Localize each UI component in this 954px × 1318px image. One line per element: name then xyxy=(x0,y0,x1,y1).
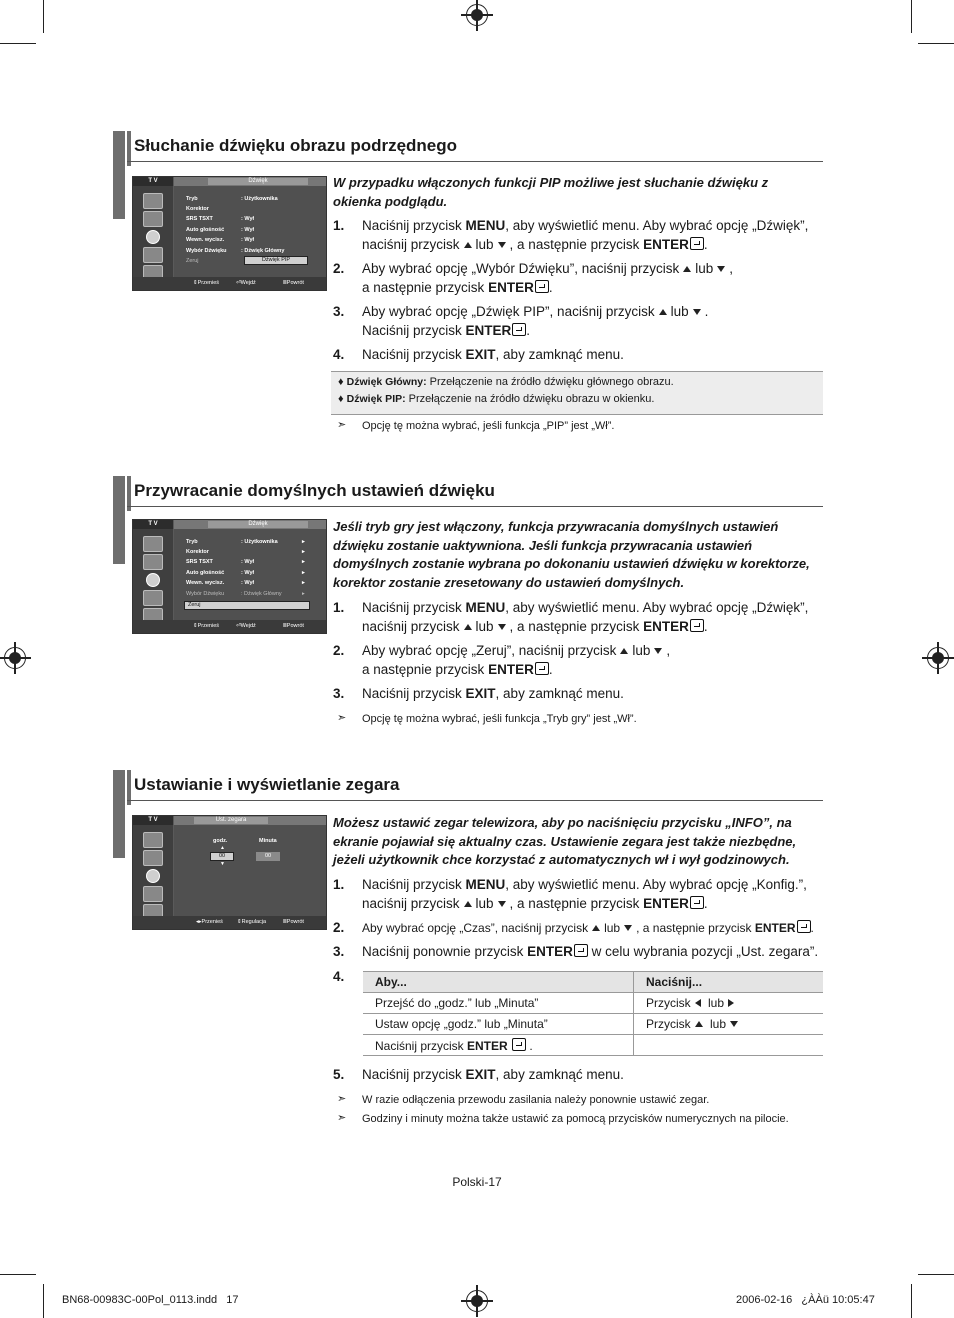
note-text: Opcję tę można wybrać, jeśli funkcja „PIP” jest „Wł”. xyxy=(362,420,615,432)
down-arrow-icon xyxy=(498,901,506,907)
up-arrow-icon xyxy=(695,1021,703,1027)
hour-field: 00 xyxy=(210,852,234,861)
picture-icon xyxy=(143,850,163,866)
tv-menu-icon xyxy=(143,832,163,848)
channel-icon xyxy=(143,590,163,606)
step-text: Aby wybrać opcję „Zeruj”, naciśnij przycisk lub , a następnie przycisk ENTER . xyxy=(362,643,671,677)
minute-field: 00 xyxy=(256,852,280,861)
left-arrow-icon xyxy=(695,999,701,1007)
tv-menu-header: Ust. zegara xyxy=(194,817,268,824)
registration-mark-icon xyxy=(466,1290,488,1312)
step-text: Naciśnij przycisk EXIT, aby zamknąć menu. xyxy=(362,1067,624,1082)
down-arrow-icon xyxy=(717,266,725,272)
note-text: Godziny i minuty można także ustawić za pomocą przycisków numerycznych na pilocie. xyxy=(362,1113,789,1125)
sound-icon xyxy=(146,573,160,587)
down-arrow-icon xyxy=(624,925,632,931)
date-slug: 2006-02-16 ¿ÀÀü 10:05:47 xyxy=(736,1294,875,1306)
section-title: Słuchanie dźwięku obrazu podrzędnego xyxy=(134,136,458,155)
down-arrow-icon xyxy=(730,1021,738,1027)
note-text: W razie odłączenia przewodu zasilania należy ponownie ustawić zegar. xyxy=(362,1094,710,1106)
registration-mark-icon xyxy=(927,647,949,669)
step-text: Naciśnij przycisk MENU, aby wyświetlić menu. Aby wybrać opcję „Dźwięk”, naciśnij przycisk lub , a następnie przycisk ENTER . xyxy=(362,600,809,634)
step-text: Naciśnij przycisk MENU, aby wyświetlić menu. Aby wybrać opcję „Konfig.”, naciśnij przycisk lub , a następnie przycisk ENTER . xyxy=(362,877,807,911)
step-text: Naciśnij przycisk EXIT, aby zamknąć menu. xyxy=(362,347,624,362)
note-text: Opcję tę można wybrać, jeśli funkcja „Tryb gry” jest „Wł”. xyxy=(362,713,637,725)
section-title: Ustawianie i wyświetlanie zegara xyxy=(134,775,400,794)
enter-icon xyxy=(512,323,526,336)
key-table: Aby... Naciśnij... Przejść do „godz.” lub „Minuta” Przycisk lub Ustaw opcję „godz.” lub „Minuta” Przycisk lub Naciśnij przycisk ENTER . xyxy=(363,971,823,1056)
up-arrow-icon xyxy=(683,266,691,272)
tv-screen: T V Dźwięk Tryb : Użytkownika ▸ Korektor ▸ SRS TSXT : Wył ▸ Auto głośność : Wył ▸ Wewn. wycisz. : Wył ▸ Wybór Dźwięku : Dźwięk Główny ▸ Zeruj ⇕Przenieś ⏎Wejdź ⅢPowrót xyxy=(132,519,327,634)
up-arrow-icon xyxy=(464,242,472,248)
sound-icon xyxy=(146,869,160,883)
right-arrow-icon xyxy=(728,999,734,1007)
section-intro: Możesz ustawić zegar telewizora, aby po naciśnięciu przycisku „INFO”, na ekranie pojawiał się aktualny czas. Ustawienie zegara jest także niezbędne, jeżeli użytkownik chce korzystać z automatycznych wł i wył godzinowych. xyxy=(333,815,797,867)
channel-icon xyxy=(143,247,163,263)
tv-menu-icon xyxy=(143,193,163,209)
up-arrow-icon xyxy=(620,648,628,654)
channel-icon xyxy=(143,886,163,902)
enter-icon xyxy=(690,896,704,909)
enter-icon xyxy=(574,944,588,957)
section-intro: W przypadku włączonych funkcji PIP możliwe jest słuchanie dźwięku z okienka podglądu. xyxy=(333,175,769,209)
step-text: Naciśnij przycisk EXIT, aby zamknąć menu. xyxy=(362,686,624,701)
note-arrow-icon: ➣ xyxy=(337,419,347,431)
tv-label: T V xyxy=(133,520,173,529)
step-text: Aby wybrać opcję „Wybór Dźwięku”, naciśnij przycisk lub , a następnie przycisk ENTER . xyxy=(362,261,733,295)
section-intro: Jeśli tryb gry jest włączony, funkcja przywracania domyślnych ustawień dźwięku zostanie uaktywniona. Jeśli funkcja przywracania ustawień domyślnych zostanie wybrana po dokonaniu ustawień dźwięku w korektorze, korektor zostanie zresetowany do ustawień domyślnych. xyxy=(333,519,810,590)
tv-selected-row: Zeruj xyxy=(184,601,310,610)
down-arrow-icon xyxy=(498,242,506,248)
sound-icon xyxy=(146,230,160,244)
step-text: Aby wybrać opcję „Dźwięk PIP”, naciśnij przycisk lub . Naciśnij przycisk ENTER . xyxy=(362,304,709,338)
step-text: Aby wybrać opcję „Czas”, naciśnij przycisk lub , a następnie przycisk ENTER . xyxy=(362,921,814,935)
section-title: Przywracanie domyślnych ustawień dźwięku xyxy=(134,481,495,500)
up-arrow-icon xyxy=(659,309,667,315)
tv-popup-option: Dźwięk PIP xyxy=(244,256,308,265)
note-arrow-icon: ➣ xyxy=(337,712,347,724)
tv-label: T V xyxy=(133,177,173,186)
tv-menu-header: Dźwięk xyxy=(208,178,308,185)
tv-menu-header: Dźwięk xyxy=(208,521,308,528)
down-arrow-icon xyxy=(654,648,662,654)
step-text: Naciśnij ponownie przycisk ENTER w celu wybrania pozycji „Ust. zegara”. xyxy=(362,944,819,959)
registration-mark-icon xyxy=(4,647,26,669)
picture-icon xyxy=(143,211,163,227)
note-box: ♦ Dźwięk Główny: Przełączenie na źródło dźwięku głównego obrazu. ♦ Dźwięk PIP: Przełączenie na źródło dźwięku obrazu w okienku. xyxy=(331,371,823,415)
up-arrow-icon xyxy=(464,624,472,630)
tv-menu-icon xyxy=(143,536,163,552)
up-arrow-icon xyxy=(464,901,472,907)
file-slug: BN68-00983C-00Pol_0113.indd 17 xyxy=(62,1294,239,1306)
enter-icon xyxy=(535,662,549,675)
enter-icon xyxy=(690,237,704,250)
tv-label: T V xyxy=(133,816,173,825)
step-text: Naciśnij przycisk MENU, aby wyświetlić menu. Aby wybrać opcję „Dźwięk”, naciśnij przycisk lub , a następnie przycisk ENTER . xyxy=(362,218,809,252)
enter-icon xyxy=(535,280,549,293)
enter-icon xyxy=(690,619,704,632)
enter-icon xyxy=(512,1038,526,1051)
tv-screen: T V Dźwięk Tryb : Użytkownika Korektor SRS TSXT : Wył Auto głośność : Wył Wewn. wycisz. : Wył Wybór Dźwięku : Dźwięk Główny Zeruj Dźwięk PIP ⇕Przenieś ⏎Wejdź ⅢPowrót xyxy=(132,176,327,291)
down-arrow-icon xyxy=(498,624,506,630)
page-number: Polski-17 xyxy=(452,1175,502,1189)
tv-screen: T V Ust. zegara godz. Minuta ▲ 00 00 ▼ ◂▸Przenieś ⇕Regulacja ⅢPowrót xyxy=(132,815,327,930)
note-arrow-icon: ➣ xyxy=(337,1093,347,1105)
registration-mark-icon xyxy=(466,4,488,26)
down-arrow-icon xyxy=(693,309,701,315)
picture-icon xyxy=(143,554,163,570)
enter-icon xyxy=(797,920,811,933)
up-arrow-icon xyxy=(592,925,600,931)
note-arrow-icon: ➣ xyxy=(337,1112,347,1124)
